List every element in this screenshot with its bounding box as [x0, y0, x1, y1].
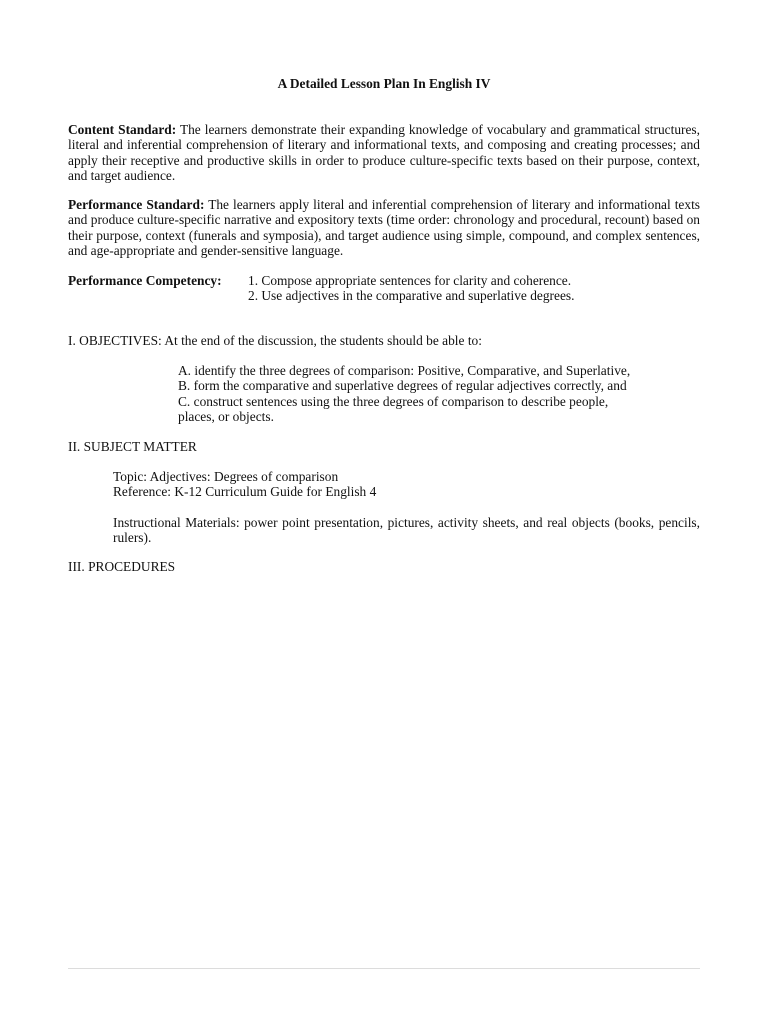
subject-matter-details	[113, 469, 376, 500]
performance-standard-label: Performance Standard:	[68, 197, 205, 212]
performance-competency-list	[248, 273, 574, 304]
content-standard-label: Content Standard:	[68, 122, 177, 137]
objective-item: C. construct sentences using the three degrees of comparison to describe people,	[178, 393, 609, 409]
performance-competency-label: Performance Competency:	[68, 273, 222, 288]
procedures-heading: III. PROCEDURES	[68, 559, 176, 574]
objective-item: places, or objects.	[178, 408, 274, 424]
competency-item: 2. Use adjectives in the comparative and superlative degrees.	[248, 288, 575, 304]
page-footer-divider	[68, 968, 700, 969]
topic-line: Topic: Adjectives: Degrees of comparison	[113, 469, 339, 484]
content-standard-text: The learners demonstrate their expanding knowledge of vocabulary and grammatical structures, literal and inferential comprehension of literary and informational texts, and composing and creating processes; and apply their receptive and productive skills in order to produce culture-specific texts based on their purpose, context, and target audience.	[68, 122, 700, 183]
performance-standard	[68, 197, 700, 258]
instructional-materials: Instructional Materials: power point presentation, pictures, activity sheets, and real objects (books, pencils, rulers).	[113, 515, 700, 546]
objective-item: A. identify the three degrees of comparison: Positive, Comparative, and Superlative,	[178, 363, 631, 378]
competency-item: 1. Compose appropriate sentences for clarity and coherence.	[248, 273, 572, 288]
document-page	[68, 0, 700, 1024]
reference-line: Reference: K-12 Curriculum Guide for English 4	[113, 484, 377, 500]
subject-matter-heading: II. SUBJECT MATTER	[68, 439, 197, 454]
content-standard	[68, 122, 700, 183]
objective-item: B. form the comparative and superlative degrees of regular adjectives correctly, and	[178, 378, 627, 394]
document-title: A Detailed Lesson Plan In English IV	[277, 76, 491, 91]
objectives-list	[178, 363, 698, 424]
objectives-heading: I. OBJECTIVES: At the end of the discussion, the students should be able to:	[68, 333, 482, 348]
performance-standard-text: The learners apply literal and inferential comprehension of literary and informational texts and produce culture-specific narrative and expository texts (time order: chronology and procedural, recount) based on their purpose, context (funerals and symposia), and target audience using simple, compound, and complex sentences, and age-appropriate and gender-sensitive language.	[68, 197, 700, 258]
